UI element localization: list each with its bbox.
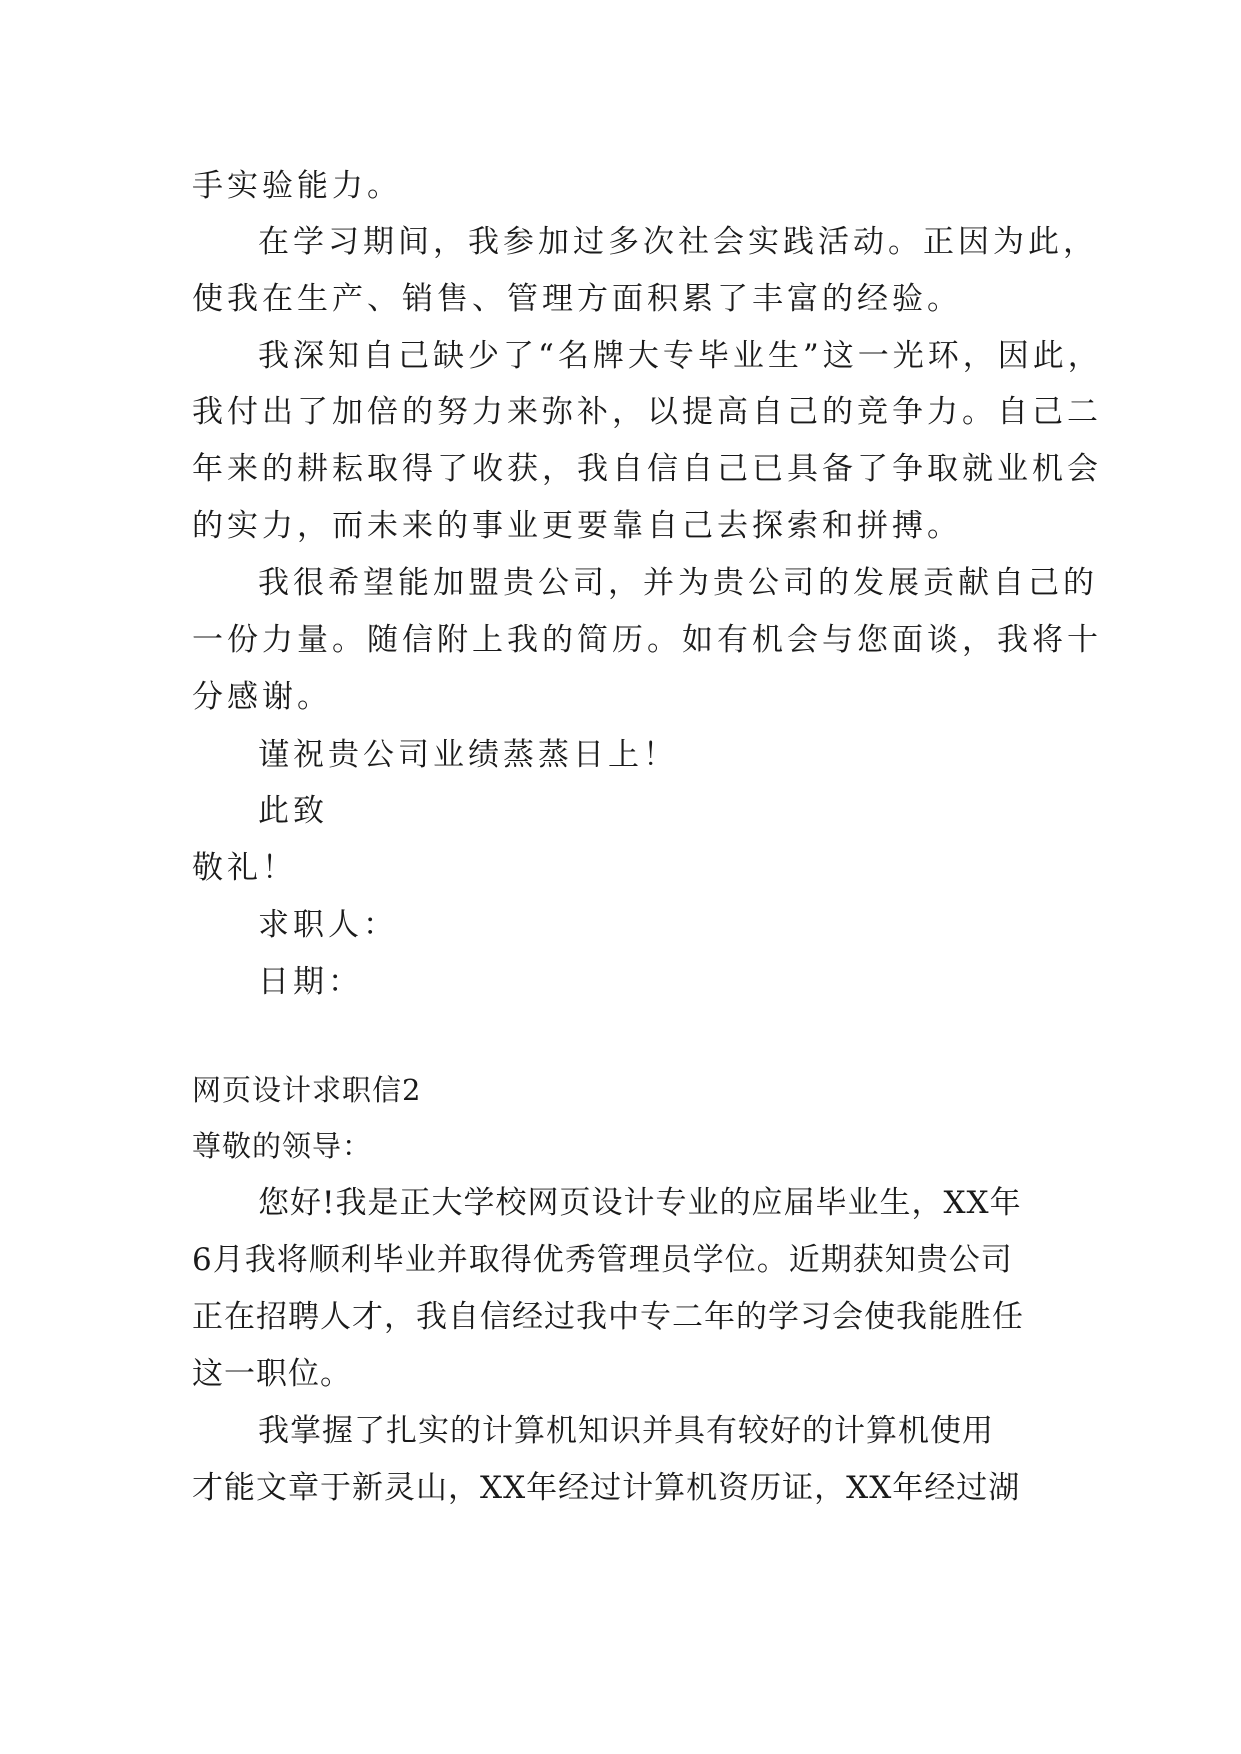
paragraph-line: 的实力，而未来的事业更要靠自己去探索和拼搏。 <box>192 508 962 544</box>
paragraph-line: 这一职位。 <box>192 1356 352 1392</box>
paragraph-line: 才能文章于新灵山，XX年经过计算机资历证，XX年经过湖 <box>192 1470 1021 1506</box>
paragraph-line: 您好!我是正大学校网页设计专业的应届毕业生，XX年 <box>258 1185 1022 1221</box>
salutation: 尊敬的领导： <box>192 1129 373 1163</box>
applicant-label: 求职人： <box>258 907 398 943</box>
paragraph-line: 使我在生产、销售、管理方面积累了丰富的经验。 <box>192 281 962 317</box>
paragraph-line: 一份力量。随信附上我的简历。如有机会与您面谈，我将十 <box>192 622 1102 658</box>
paragraph-line: 我很希望能加盟贵公司，并为贵公司的发展贡献自己的 <box>258 565 1098 601</box>
paragraph-line: 分感谢。 <box>192 679 332 715</box>
closing-wish: 谨祝贵公司业绩蒸蒸日上！ <box>258 737 678 773</box>
paragraph-line: 我深知自己缺少了“名牌大专毕业生”这一光环，因此， <box>258 338 1103 374</box>
paragraph-line: 我付出了加倍的努力来弥补，以提高自己的竞争力。自己二 <box>192 394 1102 430</box>
date-label: 日期： <box>258 964 363 1000</box>
closing-salute: 敬礼！ <box>192 850 297 886</box>
closing-phrase: 此致 <box>258 793 328 829</box>
section-title: 网页设计求职信2 <box>192 1073 422 1107</box>
paragraph-line: 年来的耕耘取得了收获，我自信自己已具备了争取就业机会 <box>192 451 1102 487</box>
paragraph-line: 正在招聘人才，我自信经过我中专二年的学习会使我能胜任 <box>192 1299 1024 1335</box>
paragraph-line: 手实验能力。 <box>192 168 402 204</box>
paragraph-line: 6月我将顺利毕业并取得优秀管理员学位。近期获知贵公司 <box>192 1242 1013 1278</box>
paragraph-line: 我掌握了扎实的计算机知识并具有较好的计算机使用 <box>258 1413 994 1449</box>
paragraph-line: 在学习期间，我参加过多次社会实践活动。正因为此， <box>258 224 1098 260</box>
